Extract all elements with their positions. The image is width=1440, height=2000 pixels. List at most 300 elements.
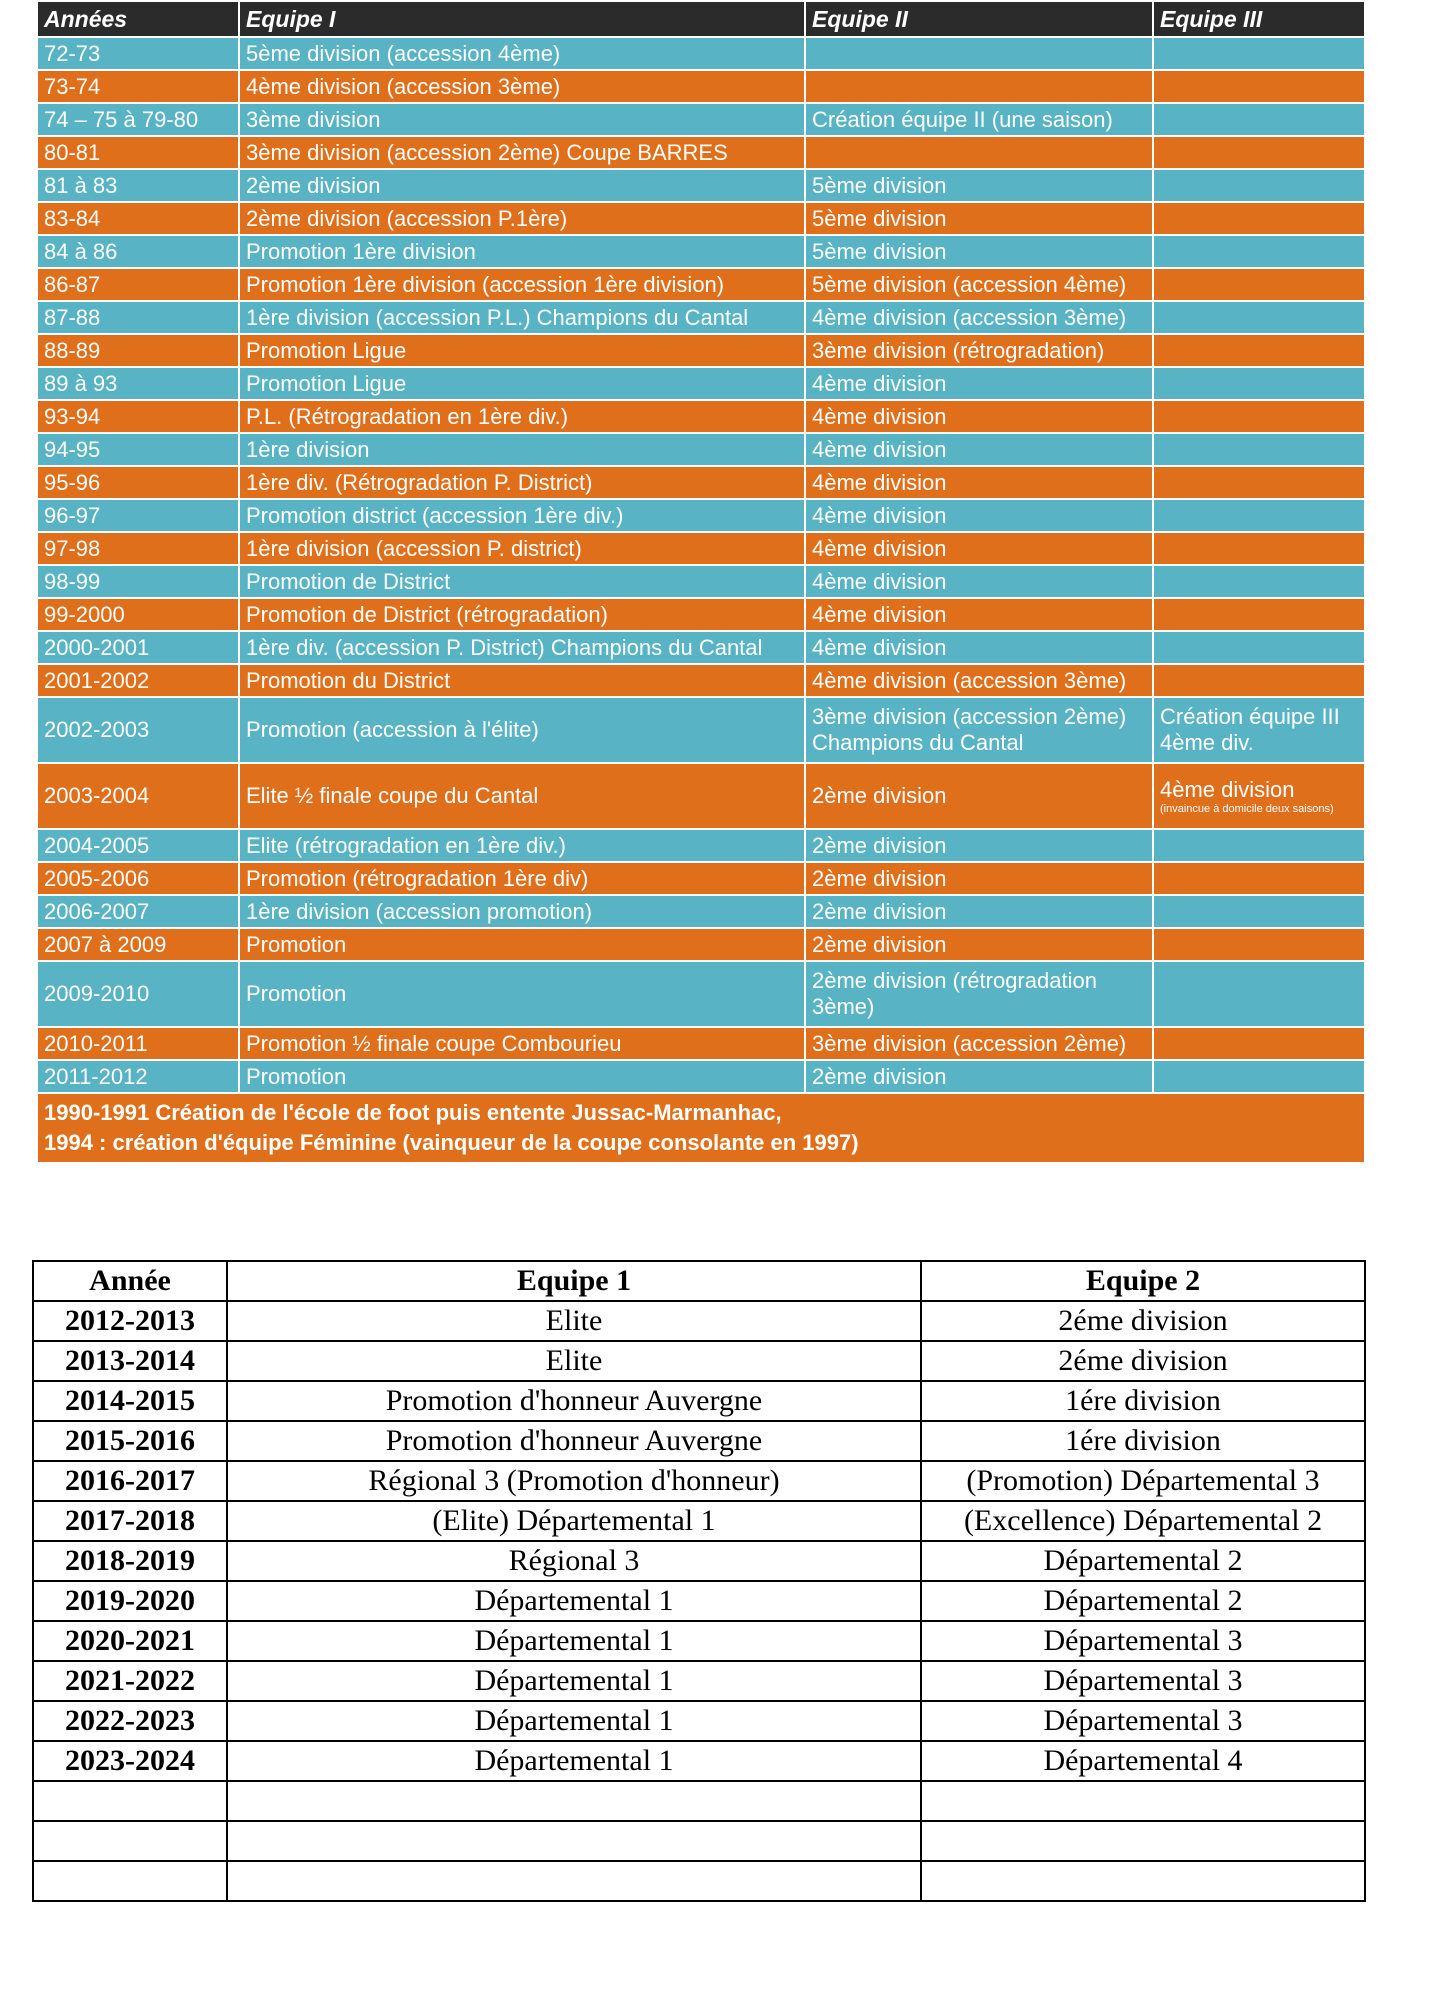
- history-team-2-cell-text: 2ème division: [812, 1063, 947, 1089]
- history-year-cell-text: 2007 à 2009: [44, 931, 167, 957]
- history-note-line-2: 1994 : création d'équipe Féminine (vainqueur de la coupe consolante en 1997): [44, 1130, 859, 1155]
- history-team-3-cell: [1153, 598, 1365, 631]
- recent-team-1-cell: Départemental 1: [227, 1581, 921, 1621]
- history-team-1-cell-text: 1ère division (accession P.L.) Champions du Cantal: [246, 304, 749, 330]
- history-team-3-cell: [1153, 862, 1365, 895]
- history-year-cell: [37, 136, 239, 169]
- recent-team-2-cell: [921, 1861, 1365, 1901]
- history-year-cell-text: 2006-2007: [44, 898, 150, 924]
- history-row: [37, 235, 1365, 268]
- history-year-cell: [37, 70, 239, 103]
- history-team-2-cell: [805, 301, 1153, 334]
- history-team-2-cell: [805, 895, 1153, 928]
- history-team-3-cell: [1153, 664, 1365, 697]
- history-team-1-cell-text: Promotion Ligue: [246, 370, 407, 396]
- history-team-1-cell-text: 3ème division (accession 2ème) Coupe BARRES: [246, 139, 728, 165]
- history-team-1-cell-text: Promotion: [246, 1063, 347, 1089]
- history-year-cell-text: 97-98: [44, 535, 101, 561]
- recent-row: [33, 1781, 1365, 1821]
- history-team-3-cell: [1153, 466, 1365, 499]
- history-team-2-cell: [805, 37, 1153, 70]
- history-team-1-cell: [239, 928, 805, 961]
- history-team-1-cell-text: 2ème division (accession P.1ère): [246, 205, 568, 231]
- history-year-cell: [37, 367, 239, 400]
- history-team-3-cell: [1153, 763, 1365, 829]
- history-team-1-cell-text: Promotion district (accession 1ère div.): [246, 502, 624, 528]
- history-team-3-cell: [1153, 961, 1365, 1027]
- history-year-cell-text: 2011-2012: [44, 1063, 148, 1089]
- recent-row: [33, 1861, 1365, 1901]
- header-team-1: Equipe I: [239, 1, 805, 37]
- recent-year-cell: 2015-2016: [33, 1421, 227, 1461]
- history-row: [37, 466, 1365, 499]
- history-year-cell: [37, 37, 239, 70]
- history-team-2-cell-text: 2ème division (rétrogradation 3ème): [812, 968, 1097, 1019]
- recent-team-1-cell: Promotion d'honneur Auvergne: [227, 1381, 921, 1421]
- history-team-2-cell-text: 4ème division: [812, 436, 947, 462]
- history-note: [37, 1093, 1365, 1163]
- history-team-2-cell-text: 2ème division: [812, 865, 947, 891]
- recent-team-2-cell: 1ére division: [921, 1381, 1365, 1421]
- history-year-cell-text: 81 à 83: [44, 172, 118, 198]
- history-team-2-cell: [805, 70, 1153, 103]
- history-team-1-cell-text: Promotion (rétrogradation 1ère div): [246, 865, 589, 891]
- history-year-cell-text: 2005-2006: [44, 865, 150, 891]
- history-year-cell: [37, 202, 239, 235]
- history-team-1-cell-text: Promotion ½ finale coupe Combourieu: [246, 1030, 622, 1056]
- history-team-2-cell: [805, 862, 1153, 895]
- history-team-1-cell: [239, 466, 805, 499]
- recent-row: [33, 1701, 1365, 1741]
- history-team-1-cell: [239, 268, 805, 301]
- header-team-3: Equipe III: [1153, 1, 1365, 37]
- history-row: [37, 400, 1365, 433]
- history-team-1-cell-text: Elite ½ finale coupe du Cantal: [246, 783, 539, 808]
- history-team-2-cell: [805, 763, 1153, 829]
- recent-year-cell: 2020-2021: [33, 1621, 227, 1661]
- history-team-3-cell: [1153, 631, 1365, 664]
- history-team-3-cell: [1153, 532, 1365, 565]
- history-team-1-cell: [239, 565, 805, 598]
- history-year-cell: [37, 268, 239, 301]
- history-team-3-cell: [1153, 829, 1365, 862]
- history-team-2-cell-text: 4ème division: [812, 370, 947, 396]
- history-year-cell-text: 73-74: [44, 73, 101, 99]
- history-team-3-cell: [1153, 37, 1365, 70]
- history-note-line-1: 1990-1991 Création de l'école de foot puis entente Jussac-Marmanhac,: [44, 1100, 782, 1125]
- history-year-cell: [37, 961, 239, 1027]
- history-team-1-cell: [239, 301, 805, 334]
- history-year-cell-text: 74 – 75 à 79-80: [44, 106, 199, 132]
- recent-team-2-cell: Départemental 3: [921, 1701, 1365, 1741]
- history-team-3-cell: [1153, 301, 1365, 334]
- history-year-cell: [37, 235, 239, 268]
- history-team-2-cell-text: Création équipe II (une saison): [812, 106, 1113, 132]
- history-year-cell: [37, 169, 239, 202]
- history-year-cell-text: 89 à 93: [44, 370, 118, 396]
- history-year-cell-text: 2000-2001: [44, 634, 150, 660]
- recent-year-cell: [33, 1821, 227, 1861]
- history-row: [37, 367, 1365, 400]
- recent-year-cell: [33, 1861, 227, 1901]
- history-team-1-cell-text: 1ère division (accession P. district): [246, 535, 582, 561]
- history-team-1-cell-text: 1ère div. (Rétrogradation P. District): [246, 469, 593, 495]
- history-team-1-cell: [239, 532, 805, 565]
- history-team-2-cell: [805, 334, 1153, 367]
- history-year-cell-text: 98-99: [44, 568, 101, 594]
- history-team-3-cell: [1153, 1027, 1365, 1060]
- history-team-2-cell: [805, 1060, 1153, 1093]
- history-row: [37, 433, 1365, 466]
- history-team-1-cell: [239, 37, 805, 70]
- history-team-3-cell: [1153, 433, 1365, 466]
- history-team-2-cell-text: 5ème division: [812, 172, 947, 198]
- history-row: [37, 928, 1365, 961]
- history-team-3-cell: [1153, 367, 1365, 400]
- history-year-cell: [37, 499, 239, 532]
- history-team-1-cell-text: Elite (rétrogradation en 1ère div.): [246, 832, 566, 858]
- history-team-1-cell-text: 1ère division: [246, 436, 370, 462]
- history-team-2-cell: [805, 697, 1153, 763]
- history-team-1-cell: [239, 169, 805, 202]
- recent-year-cell: 2013-2014: [33, 1341, 227, 1381]
- history-team-1-cell: [239, 499, 805, 532]
- history-row: [37, 961, 1365, 1027]
- history-team-1-cell-text: Promotion du District: [246, 667, 451, 693]
- history-year-cell-text: 2002-2003: [44, 717, 150, 742]
- history-team-1-cell: [239, 631, 805, 664]
- history-team-1-cell-text: Promotion Ligue: [246, 337, 407, 363]
- history-team-2-cell-text: 5ème division (accession 4ème): [812, 271, 1127, 297]
- history-team-3-cell: [1153, 235, 1365, 268]
- recent-row: [33, 1581, 1365, 1621]
- history-year-cell: [37, 1027, 239, 1060]
- recent-row: [33, 1661, 1365, 1701]
- history-team-2-cell: [805, 103, 1153, 136]
- history-team-3-cell: [1153, 1060, 1365, 1093]
- recent-team-1-cell: Départemental 1: [227, 1621, 921, 1661]
- history-team-3-cell: [1153, 334, 1365, 367]
- recent-year-cell: 2023-2024: [33, 1741, 227, 1781]
- history-year-cell: [37, 532, 239, 565]
- recent-row: [33, 1741, 1365, 1781]
- history-team-2-cell-text: 3ème division (rétrogradation): [812, 337, 1105, 363]
- recent-team-1-cell: Elite: [227, 1341, 921, 1381]
- history-row: [37, 268, 1365, 301]
- history-year-cell: [37, 400, 239, 433]
- history-team-1-cell: [239, 136, 805, 169]
- history-team-1-cell: [239, 763, 805, 829]
- history-team-3-cell: [1153, 499, 1365, 532]
- history-year-cell: [37, 829, 239, 862]
- history-row: [37, 829, 1365, 862]
- recent-team-2-cell: Départemental 2: [921, 1581, 1365, 1621]
- recent-year-cell: 2021-2022: [33, 1661, 227, 1701]
- history-team-1-cell: [239, 1027, 805, 1060]
- recent-team-2-cell: (Excellence) Départemental 2: [921, 1501, 1365, 1541]
- history-team-1-cell: [239, 895, 805, 928]
- history-row: [37, 763, 1365, 829]
- history-team-2-cell: [805, 235, 1153, 268]
- history-year-cell: [37, 664, 239, 697]
- history-year-cell-text: 83-84: [44, 205, 101, 231]
- recent-table: [32, 1260, 1366, 1902]
- history-team-2-cell: [805, 367, 1153, 400]
- history-team-2-cell: [805, 928, 1153, 961]
- history-year-cell-text: 87-88: [44, 304, 101, 330]
- history-row: [37, 334, 1365, 367]
- history-team-2-cell-text: 4ème division (accession 3ème): [812, 667, 1127, 693]
- history-team-2-cell-text: 4ème division (accession 3ème): [812, 304, 1127, 330]
- history-team-2-cell-text: 4ème division: [812, 502, 947, 528]
- history-team-3-cell-text: 4ème division: [1160, 776, 1295, 802]
- history-team-2-cell-text: 4ème division: [812, 535, 947, 561]
- recent-row: [33, 1341, 1365, 1381]
- history-team-2-cell-text: 3ème division (accession 2ème): [812, 1030, 1127, 1056]
- history-year-cell: [37, 598, 239, 631]
- history-team-3-note: (invaincue à domicile deux saisons): [1160, 802, 1334, 815]
- recent-year-cell: 2017-2018: [33, 1501, 227, 1541]
- recent-row: [33, 1621, 1365, 1661]
- history-row: [37, 565, 1365, 598]
- recent-team-1-cell: Elite: [227, 1301, 921, 1341]
- recent-year-cell: [33, 1781, 227, 1821]
- recent-year-cell: 2019-2020: [33, 1581, 227, 1621]
- history-team-1-cell: [239, 433, 805, 466]
- history-team-2-cell: [805, 268, 1153, 301]
- recent-row: [33, 1301, 1365, 1341]
- history-row: [37, 37, 1365, 70]
- history-team-2-cell: [805, 169, 1153, 202]
- history-row: [37, 664, 1365, 697]
- history-row: [37, 103, 1365, 136]
- recent-row: [33, 1501, 1365, 1541]
- history-team-2-cell: [805, 631, 1153, 664]
- history-team-1-cell-text: Promotion 1ère division (accession 1ère division): [246, 271, 725, 297]
- history-team-1-cell: [239, 598, 805, 631]
- history-table-container: [36, 0, 1364, 1164]
- history-team-2-cell-text: 4ème division: [812, 634, 947, 660]
- history-team-2-cell: [805, 598, 1153, 631]
- history-team-1-cell-text: Promotion: [246, 981, 347, 1006]
- history-year-cell: [37, 895, 239, 928]
- history-team-2-cell: [805, 499, 1153, 532]
- history-team-1-cell-text: Promotion 1ère division: [246, 238, 476, 264]
- history-team-3-cell: [1153, 928, 1365, 961]
- recent-body: [33, 1301, 1365, 1901]
- history-team-1-cell: [239, 334, 805, 367]
- recent-row: [33, 1541, 1365, 1581]
- history-row: [37, 301, 1365, 334]
- history-year-cell: [37, 466, 239, 499]
- history-row: [37, 598, 1365, 631]
- history-year-cell-text: 94-95: [44, 436, 101, 462]
- recent-team-2-cell: (Promotion) Départemental 3: [921, 1461, 1365, 1501]
- recent-year-cell: 2016-2017: [33, 1461, 227, 1501]
- recent-team-2-cell: 1ére division: [921, 1421, 1365, 1461]
- recent-team-2-cell: Départemental 3: [921, 1621, 1365, 1661]
- history-team-2-cell: [805, 961, 1153, 1027]
- history-year-cell-text: 84 à 86: [44, 238, 118, 264]
- history-team-2-cell: [805, 532, 1153, 565]
- history-team-2-cell: [805, 466, 1153, 499]
- history-row: [37, 169, 1365, 202]
- history-team-2-cell: [805, 433, 1153, 466]
- history-team-2-cell-text: 4ème division: [812, 403, 947, 429]
- recent-year-cell: 2012-2013: [33, 1301, 227, 1341]
- history-team-1-cell-text: Promotion de District: [246, 568, 451, 594]
- history-year-cell-text: 93-94: [44, 403, 101, 429]
- history-row: [37, 532, 1365, 565]
- history-team-3-cell: [1153, 103, 1365, 136]
- history-team-2-cell-text: 4ème division: [812, 469, 947, 495]
- recent-team-1-cell: Régional 3 (Promotion d'honneur): [227, 1461, 921, 1501]
- history-year-cell-text: 2003-2004: [44, 783, 150, 808]
- history-team-1-cell-text: P.L. (Rétrogradation en 1ère div.): [246, 403, 569, 429]
- history-team-3-cell: [1153, 895, 1365, 928]
- history-team-1-cell-text: 4ème division (accession 3ème): [246, 73, 561, 99]
- header-team-2: Equipe II: [805, 1, 1153, 37]
- history-team-2-cell: [805, 829, 1153, 862]
- history-year-cell: [37, 433, 239, 466]
- history-team-2-cell-text: 2ème division: [812, 898, 947, 924]
- history-year-cell: [37, 334, 239, 367]
- history-year-cell: [37, 1060, 239, 1093]
- history-row: [37, 70, 1365, 103]
- history-team-1-cell: [239, 103, 805, 136]
- recent-year-cell: 2014-2015: [33, 1381, 227, 1421]
- history-team-1-cell: [239, 862, 805, 895]
- history-team-2-cell-text: 2ème division: [812, 832, 947, 858]
- history-team-1-cell-text: 2ème division: [246, 172, 381, 198]
- history-team-1-cell-text: 5ème division (accession 4ème): [246, 40, 561, 66]
- history-year-cell-text: 2010-2011: [44, 1030, 148, 1056]
- recent-team-2-cell: Départemental 3: [921, 1661, 1365, 1701]
- history-row: [37, 631, 1365, 664]
- history-team-3-cell: [1153, 268, 1365, 301]
- recent-year-cell: 2018-2019: [33, 1541, 227, 1581]
- history-team-2-cell-text: 3ème division (accession 2ème) Champions du Cantal: [812, 704, 1127, 755]
- history-year-cell-text: 88-89: [44, 337, 101, 363]
- history-year-cell: [37, 763, 239, 829]
- history-team-1-cell: [239, 235, 805, 268]
- history-team-3-cell: [1153, 565, 1365, 598]
- history-team-1-cell-text: Promotion: [246, 931, 347, 957]
- history-year-cell-text: 96-97: [44, 502, 101, 528]
- history-row: [37, 895, 1365, 928]
- history-year-cell-text: 80-81: [44, 139, 101, 165]
- history-team-3-cell-text: Création équipe III 4ème div.: [1160, 704, 1340, 755]
- history-year-cell: [37, 565, 239, 598]
- history-team-1-cell-text: Promotion de District (rétrogradation): [246, 601, 608, 627]
- history-team-3-cell: [1153, 202, 1365, 235]
- header-equipe-2: Equipe 2: [921, 1261, 1365, 1301]
- history-body: [37, 37, 1365, 1093]
- header-years: Années: [37, 1, 239, 37]
- history-year-cell: [37, 103, 239, 136]
- recent-team-2-cell: [921, 1821, 1365, 1861]
- recent-team-1-cell: [227, 1821, 921, 1861]
- history-team-2-cell: [805, 202, 1153, 235]
- history-team-2-cell-text: 2ème division: [812, 931, 947, 957]
- history-year-cell: [37, 928, 239, 961]
- recent-row: [33, 1461, 1365, 1501]
- history-year-cell: [37, 697, 239, 763]
- recent-team-2-cell: 2éme division: [921, 1341, 1365, 1381]
- recent-row: [33, 1821, 1365, 1861]
- recent-team-2-cell: Départemental 4: [921, 1741, 1365, 1781]
- history-team-1-cell-text: 1ère division (accession promotion): [246, 898, 593, 924]
- history-team-3-cell: [1153, 697, 1365, 763]
- history-year-cell-text: 95-96: [44, 469, 101, 495]
- recent-team-1-cell: Départemental 1: [227, 1741, 921, 1781]
- history-row: [37, 136, 1365, 169]
- history-team-2-cell-text: 5ème division: [812, 205, 947, 231]
- recent-year-cell: 2022-2023: [33, 1701, 227, 1741]
- history-note-row: [37, 1093, 1365, 1163]
- header-equipe-1: Equipe 1: [227, 1261, 921, 1301]
- history-team-2-cell: [805, 400, 1153, 433]
- history-team-2-cell: [805, 136, 1153, 169]
- recent-table-container: [32, 1260, 1364, 1902]
- history-row: [37, 1027, 1365, 1060]
- recent-team-2-cell: 2éme division: [921, 1301, 1365, 1341]
- history-team-3-cell: [1153, 400, 1365, 433]
- history-team-2-cell-text: 2ème division: [812, 783, 947, 808]
- history-team-1-cell: [239, 664, 805, 697]
- history-year-cell-text: 2004-2005: [44, 832, 150, 858]
- history-row: [37, 499, 1365, 532]
- history-year-cell-text: 2001-2002: [44, 667, 150, 693]
- recent-team-2-cell: [921, 1781, 1365, 1821]
- history-row: [37, 697, 1365, 763]
- history-table: [36, 0, 1366, 1164]
- recent-row: [33, 1381, 1365, 1421]
- history-team-2-cell: [805, 1027, 1153, 1060]
- history-team-1-cell-text: 3ème division: [246, 106, 381, 132]
- recent-row: [33, 1421, 1365, 1461]
- history-team-1-cell: [239, 202, 805, 235]
- history-row: [37, 202, 1365, 235]
- history-year-cell: [37, 862, 239, 895]
- history-team-1-cell: [239, 70, 805, 103]
- history-year-cell-text: 72-73: [44, 40, 101, 66]
- recent-team-1-cell: Régional 3: [227, 1541, 921, 1581]
- recent-team-1-cell: [227, 1861, 921, 1901]
- history-team-2-cell: [805, 565, 1153, 598]
- history-year-cell: [37, 301, 239, 334]
- history-team-2-cell-text: 4ème division: [812, 601, 947, 627]
- history-year-cell: [37, 631, 239, 664]
- history-team-1-cell: [239, 829, 805, 862]
- history-team-1-cell: [239, 697, 805, 763]
- history-year-cell-text: 86-87: [44, 271, 101, 297]
- history-team-2-cell-text: 5ème division: [812, 238, 947, 264]
- history-team-1-cell: [239, 400, 805, 433]
- recent-team-1-cell: Départemental 1: [227, 1701, 921, 1741]
- history-year-cell-text: 2009-2010: [44, 981, 150, 1006]
- history-year-cell-text: 99-2000: [44, 601, 125, 627]
- history-row: [37, 862, 1365, 895]
- header-annee: Année: [33, 1261, 227, 1301]
- recent-team-2-cell: Départemental 2: [921, 1541, 1365, 1581]
- history-team-2-cell: [805, 664, 1153, 697]
- recent-team-1-cell: Départemental 1: [227, 1661, 921, 1701]
- history-team-1-cell-text: 1ère div. (accession P. District) Champions du Cantal: [246, 634, 763, 660]
- recent-team-1-cell: Promotion d'honneur Auvergne: [227, 1421, 921, 1461]
- history-team-3-cell: [1153, 169, 1365, 202]
- history-team-1-cell: [239, 961, 805, 1027]
